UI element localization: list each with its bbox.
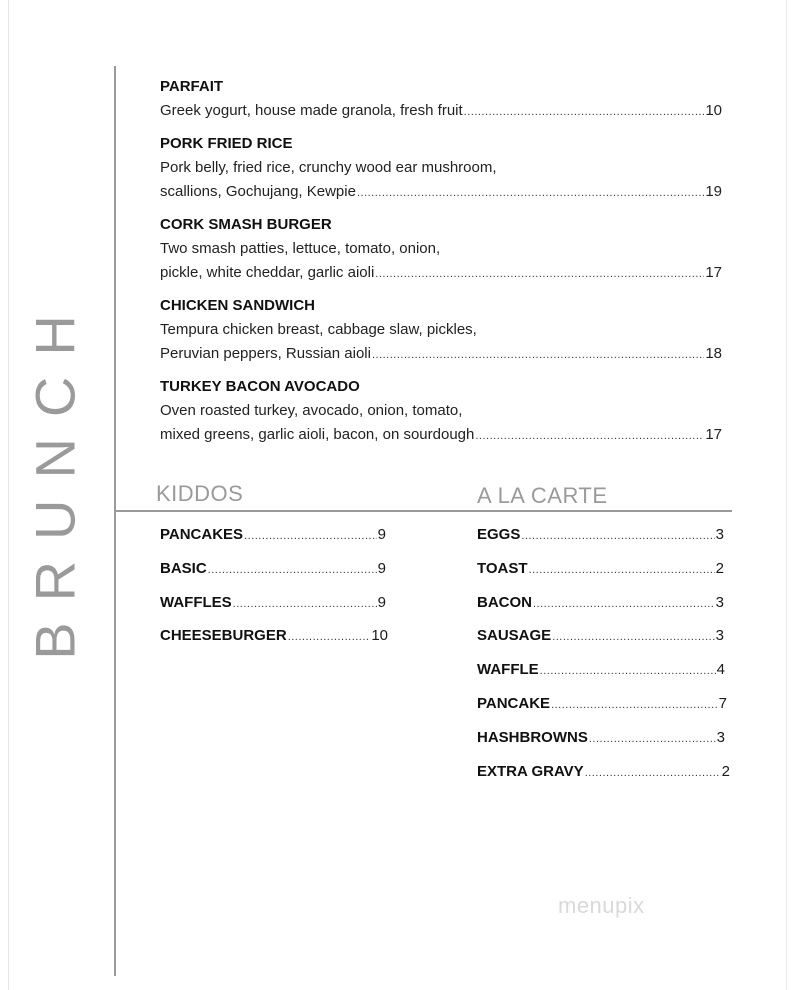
item-desc-text: scallions, Gochujang, Kewpie xyxy=(160,183,356,200)
item-name: EGGS xyxy=(477,526,521,543)
kiddos-item xyxy=(160,559,386,580)
item-price: 10 xyxy=(371,627,388,644)
a-la-carte-item xyxy=(477,660,725,681)
dot-leader xyxy=(357,181,704,205)
item-price: 2 xyxy=(715,560,724,577)
item-desc-text: Oven roasted turkey, avocado, onion, tomato, xyxy=(160,402,463,419)
dot-leader xyxy=(589,729,716,749)
item-name: CORK SMASH BURGER xyxy=(160,216,332,233)
dot-leader xyxy=(540,661,716,681)
menu-item-parfait xyxy=(160,75,722,124)
page-edge-right xyxy=(786,0,787,990)
a-la-carte-item xyxy=(477,694,727,715)
menu-item-chicken-sandwich xyxy=(160,294,722,367)
dot-leader xyxy=(529,560,715,580)
item-name: CHICKEN SANDWICH xyxy=(160,297,315,314)
a-la-carte-item xyxy=(477,762,730,783)
item-name: CHEESEBURGER xyxy=(160,627,287,644)
item-price: 9 xyxy=(377,594,386,611)
item-desc-text: Tempura chicken breast, cabbage slaw, pickles, xyxy=(160,321,477,338)
a-la-carte-item xyxy=(477,525,724,546)
kiddos-item xyxy=(160,593,386,614)
dot-leader xyxy=(244,526,377,546)
item-name: PANCAKE xyxy=(477,695,551,712)
menu-item-turkey-bacon-avocado xyxy=(160,375,722,448)
dot-leader xyxy=(475,424,704,448)
menupix-watermark: menupix xyxy=(558,893,645,918)
dot-leader xyxy=(208,560,377,580)
item-name: PARFAIT xyxy=(160,78,224,95)
item-name: PANCAKES xyxy=(160,526,244,543)
item-price: 7 xyxy=(718,695,727,712)
item-price: 3 xyxy=(715,594,724,611)
item-desc-line xyxy=(160,342,722,367)
page-edge-left xyxy=(8,0,9,990)
item-price: 9 xyxy=(377,560,386,577)
vertical-divider xyxy=(114,66,116,976)
dot-leader xyxy=(288,627,371,647)
item-desc-line xyxy=(160,180,722,205)
item-name: SAUSAGE xyxy=(477,627,552,644)
item-price: 3 xyxy=(716,729,725,746)
kiddos-item xyxy=(160,525,386,546)
item-desc-line xyxy=(160,99,722,124)
item-name: BASIC xyxy=(160,560,207,577)
item-price: 10 xyxy=(705,102,722,119)
item-desc-text: pickle, white cheddar, garlic aioli xyxy=(160,264,375,281)
a-la-carte-item xyxy=(477,728,725,749)
item-desc-text: Two smash patties, lettuce, tomato, onion, xyxy=(160,240,441,257)
item-name: TOAST xyxy=(477,560,528,577)
item-price: 19 xyxy=(705,183,722,200)
item-desc-text: Peruvian peppers, Russian aioli xyxy=(160,345,371,362)
a-la-carte-title: A LA CARTE xyxy=(477,483,608,508)
dot-leader xyxy=(552,627,714,647)
dot-leader xyxy=(375,262,704,286)
item-desc-line xyxy=(160,261,722,286)
item-name: HASHBROWNS xyxy=(477,729,588,746)
item-price: 3 xyxy=(715,526,724,543)
item-price: 3 xyxy=(715,627,724,644)
item-name: TURKEY BACON AVOCADO xyxy=(160,378,360,395)
a-la-carte-item xyxy=(477,593,724,614)
item-desc-line xyxy=(160,423,722,448)
item-desc-text: Pork belly, fried rice, crunchy wood ear mushroom, xyxy=(160,159,497,176)
item-price: 18 xyxy=(705,345,722,362)
item-price: 9 xyxy=(377,526,386,543)
item-desc-text: Greek yogurt, house made granola, fresh fruit xyxy=(160,102,463,119)
kiddos-title: KIDDOS xyxy=(156,481,244,506)
dot-leader xyxy=(233,594,377,614)
dot-leader xyxy=(533,594,715,614)
item-price: 17 xyxy=(705,426,722,443)
dot-leader xyxy=(464,100,705,124)
item-price: 17 xyxy=(705,264,722,281)
a-la-carte-item xyxy=(477,559,724,580)
item-name: EXTRA GRAVY xyxy=(477,763,584,780)
dot-leader xyxy=(372,343,704,367)
item-name: WAFFLE xyxy=(477,661,539,678)
kiddos-item xyxy=(160,626,388,647)
menu-item-cork-smash-burger xyxy=(160,213,722,286)
item-desc-text: mixed greens, garlic aioli, bacon, on sourdough xyxy=(160,426,475,443)
item-name: WAFFLES xyxy=(160,594,232,611)
dot-leader xyxy=(551,695,718,715)
dot-leader xyxy=(521,526,714,546)
horizontal-divider xyxy=(114,510,732,512)
brunch-side-title: BRUNCH xyxy=(23,294,87,660)
a-la-carte-item xyxy=(477,626,724,647)
item-name: PORK FRIED RICE xyxy=(160,135,293,152)
item-price: 4 xyxy=(716,661,725,678)
item-name: BACON xyxy=(477,594,532,611)
item-price: 2 xyxy=(721,763,730,780)
menu-item-pork-fried-rice xyxy=(160,132,722,205)
dot-leader xyxy=(585,763,721,783)
